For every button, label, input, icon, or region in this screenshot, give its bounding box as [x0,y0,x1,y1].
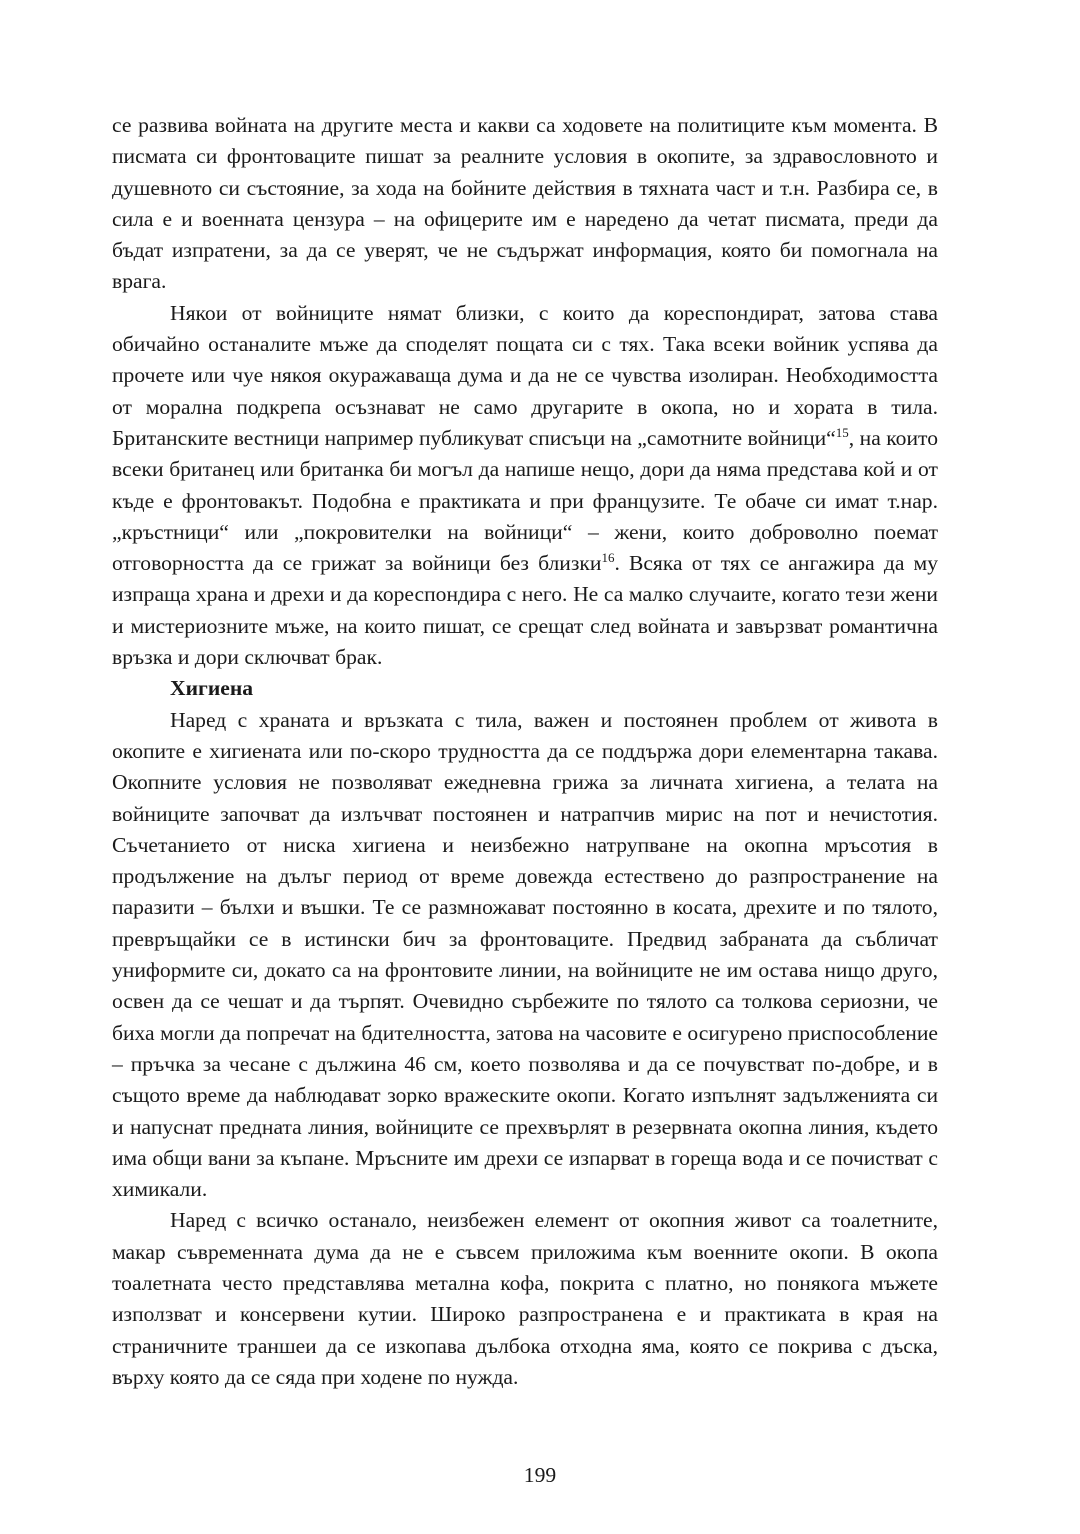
page-number: 199 [523,1463,557,1487]
page-body [112,110,938,1393]
footnote-ref-16[interactable]: 16 [601,549,615,565]
paragraph-lonely-soldiers [112,298,938,674]
paragraph-text: . Всяка от тях се ангажира да му изпраща храна и дрехи и да кореспондира с него. Не са малко случаите, когато тези жени и мистериозните мъже, на които пишат, се срещат след войната и завързват романтична връзка и дори сключват брак. [112,551,938,670]
section-heading-hygiene: Хигиена [170,676,254,701]
paragraph-hygiene: Наред с храната и връзката с тила, важен и постоянен проблем от живота в окопите е хигиената или по-скоро трудността да се поддържа дори елементарна такава. Окопните условия не позволяват ежедневна грижа за личната хигиена, а телата на войниците започват да излъчват постоянен и натрапчив мирис на пот и нечистотия. Съчетанието от ниска хигиена и неизбежно натрупване на окопна мръсотия в продължение на дълъг период от време довежда естествено до разпространение на паразити – бълхи и въшки. Те се размножават постоянно в косата, дрехите и по тялото, превръщайки се в истински бич за фронтоваците. Предвид забраната да събличат униформите си, докато са на фронтовите линии, на войниците не им остава нищо друго, освен да се чешат и да търпят. Очевидно сърбежите по тялото са толкова сериозни, че биха могли да попречат на бдителността, затова на часовите е осигурено приспособление – пръчка за чесане с дължина 46 см, което позволява и да се почувстват по-добре, и в същото време да наблюдават зорко вражеските окопи. Когато изпълнят задълженията си и напуснат предната линия, войниците се прехвърлят в резервната окопна линия, където има общи вани за къпане. Мръсните им дрехи се изпарват в гореща вода и се почистват с химикали. [112,707,938,1202]
footnote-ref-15[interactable]: 15 [835,424,849,440]
paragraph-text: Някои от войниците нямат близки, с които да кореспондират, затова става обичайно останалите мъже да споделят пощата си с тях. Така всеки войник успява да прочете или чуе някоя окуражаваща дума и да не се чувства изолиран. Необходимостта от морална подкрепа осъзнават не само другарите в окопа, но и хората в тила. Британските вестници например публикуват списъци на „самотните войници“ [112,300,938,450]
paragraph-text: , на които всеки британец или британка би могъл да напише нещо, дори да няма представа кой и от къде е фронтовакът. Подобна е практиката и при французите. Те обаче си имат т.нар. „кръстници“ или „покровителки на войници“ – жени, които доброволно поемат отговорността да се грижат за войници без близки [112,425,938,576]
paragraph-war-letters: се развива войната на другите места и какви са ходовете на политиците към момента. В писмата си фронтоваците пишат за реалните условия в окопите, за здравословното и душевното си състояние, за хода на бойните действия в тяхната част и т.н. Разбира се, в сила е и военната цензура – на офицерите им е наредено да четат писмата, преди да бъдат изпратени, за да се уверят, че не съдържат информация, която би помогнала на врага. [112,113,938,294]
paragraph-toilets: Наред с всичко останало, неизбежен елемент от окопния живот са тоалетните, макар съвременната дума да не е съвсем приложима към военните окопи. В окопа тоалетната често представлява метална кофа, покрита с платно, но понякога мъжете използват и консервени кутии. Широко разпространена е и практиката в края на страничните траншеи да се изкопава дълбока отходна яма, която се покрива с дъска, върху която да се сяда при ходене по нужда. [112,1208,938,1389]
